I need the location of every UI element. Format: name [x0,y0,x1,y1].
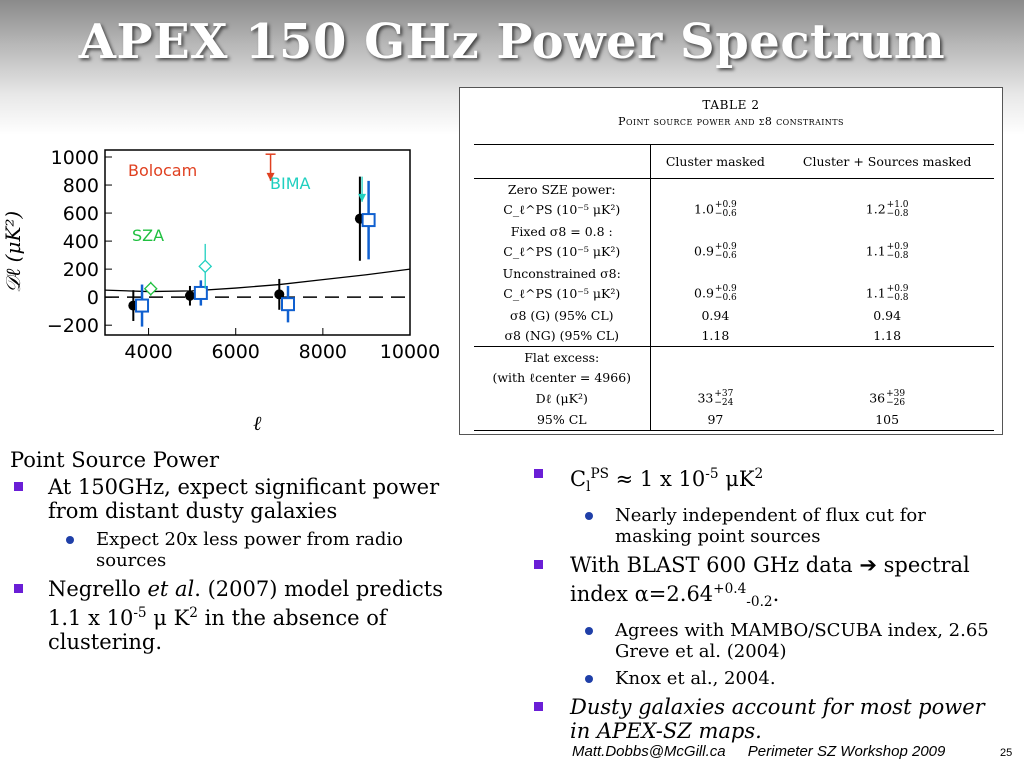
table-cell [650,263,780,284]
bullet-text [48,577,443,654]
sza-label: SZA [132,226,165,245]
row-label: Dℓ (μK²) [474,389,650,410]
cell-value: 1.2 [865,201,886,217]
square-bullet-icon [534,702,543,711]
bullet-item [10,475,470,523]
table-row [474,284,994,305]
row-label: C_ℓ^PS (10⁻⁵ μK²) [474,284,650,305]
table-cell [650,368,780,389]
bullet-text [570,553,970,611]
x-tick-label: 8000 [298,341,348,363]
round-bullet-icon [585,675,593,683]
row-label: (with ℓcenter = 4966) [474,368,650,389]
table-cell [650,284,780,305]
sub-bullet-text: Agrees with MAMBO/SCUBA index, 2.65 Greve et al. (2004) [615,620,989,663]
bullet-item [530,553,990,614]
table-cell [780,179,994,200]
cell-value: 33 [697,390,714,406]
text-run: in the absence of clustering. [48,606,387,654]
cell-value: 1.1 [865,243,886,259]
table-cell [780,200,994,221]
y-tick-label: 200 [62,259,99,282]
table-2-image [459,87,1003,435]
round-bullet-icon [585,512,593,520]
sza-point [145,283,157,295]
superscript: +0.4 [713,581,747,598]
table-row [474,263,994,284]
table-cell [780,263,994,284]
text-run: μ K [146,606,190,630]
table-cell [780,221,994,242]
y-tick-label: 1000 [50,147,99,170]
cell-error-bounds: +37 −24 [714,389,734,408]
right-column [530,462,990,749]
row-label: C_ℓ^PS (10⁻⁵ μK²) [474,200,650,221]
table-row [474,221,994,242]
bullet-text [570,466,764,496]
plot-svg [0,138,455,443]
table-cell [780,242,994,263]
table-cell: 105 [780,410,994,431]
table-row [474,179,994,200]
table-row [474,368,994,389]
bullet-item [530,462,990,499]
section-heading: Point Source Power [10,448,220,472]
bullet-text: Dusty galaxies account for most power in APEX-SZ maps. [570,695,985,744]
cell-error-bounds: +0.9 −0.6 [714,284,737,303]
table-row [474,410,994,431]
sub-bullet-text: Knox et al., 2004. [615,668,776,690]
row-label: Zero SZE power: [474,179,650,200]
cell-error-bounds: +39 −26 [886,389,906,408]
y-tick-label: 400 [62,231,99,254]
row-label: Unconstrained σ8: [474,263,650,284]
cell-value: 1.0 [694,201,714,217]
row-label: 95% CL [474,410,650,431]
superscript: 2 [754,466,764,482]
cell-error-bounds: +0.9 −0.8 [886,284,909,303]
round-bullet-icon [66,536,74,544]
x-tick-label: 4000 [124,341,173,363]
table-cell [650,242,780,263]
subscript: -0.2 [746,594,773,611]
cell-value: 1.1 [865,285,886,301]
bullet-item [530,695,990,743]
row-label: Flat excess: [474,347,650,368]
apex-blue-point [282,298,294,310]
apex-black-point [185,291,195,301]
bolocam-label: Bolocam [128,161,198,180]
page-number: 25 [1000,747,1013,759]
table-cell [650,347,780,368]
table-cell [650,200,780,221]
table-row [474,305,994,326]
plot-ticks [47,147,440,363]
table-cell: 97 [650,410,780,431]
constraints-table [474,144,994,431]
cell-error-bounds: +1.0 −0.8 [886,200,909,219]
bullet-item [10,577,470,654]
superscript: 2 [189,605,198,621]
square-bullet-icon [534,560,543,569]
text-run: μK [718,467,755,491]
table-cell [650,221,780,242]
x-tick-label: 6000 [211,341,260,363]
y-tick-label: 0 [86,287,99,310]
sub-bullet-item [530,668,990,689]
table-cell [780,389,994,410]
table-row [474,242,994,263]
subscript: l [586,479,591,496]
sub-bullet-text: Nearly independent of flux cut for masking point sources [615,505,926,548]
footer-email: Matt.Dobbs@McGill.ca [572,743,726,760]
bima-label: BIMA [270,174,311,193]
header-blank [474,145,650,179]
apex-blue-point [136,300,148,312]
apex-blue-point [363,214,375,226]
footer [572,743,963,760]
row-label: Fixed σ8 = 0.8 : [474,221,650,242]
round-bullet-icon [585,627,593,635]
text-run-italic: et al [147,577,195,601]
table-cell: 0.94 [873,307,902,323]
cell-error-bounds: +0.9 −0.8 [886,242,909,261]
superscript: -5 [705,466,719,482]
bima-point [199,260,211,272]
square-bullet-icon [14,584,23,593]
cell-error-bounds: +0.9 −0.6 [714,200,737,219]
table-cell: 1.18 [701,328,730,344]
table-row [474,326,994,347]
table-cell: 1.18 [873,328,902,344]
table-cell [780,284,994,305]
sub-bullet-item [530,620,990,662]
row-label: C_ℓ^PS (10⁻⁵ μK²) [474,242,650,263]
table-cell [650,179,780,200]
cell-value: 0.9 [694,243,714,259]
table-cell [780,368,994,389]
row-label: σ8 (G) (95% CL) [474,305,650,326]
table-row [474,389,994,410]
bullet-text: At 150GHz, expect significant power from distant dusty galaxies [48,475,440,523]
table-row [474,200,994,221]
header-cluster-sources-masked: Cluster + Sources masked [780,145,994,179]
y-tick-label: 800 [62,175,99,198]
header-cluster-masked: Cluster masked [650,145,780,179]
y-tick-label: 600 [62,203,99,226]
footer-event: Perimeter SZ Workshop 2009 [747,743,946,760]
table-row [474,347,994,368]
text-run: . (2007) model predicts 1.1 x 10 [48,577,443,630]
text-run: Negrello [48,577,148,601]
cell-value: 36 [869,390,886,406]
x-tick-label: 10000 [379,341,441,363]
text-run: . [772,582,780,607]
apex-blue-point [195,287,207,299]
sub-bullet-item [530,505,990,547]
table-cell: 0.94 [701,307,730,323]
text-run: With BLAST 600 GHz data ➔ spectral index α=2.64 [570,553,970,607]
slide-title: APEX 150 GHz Power Spectrum [78,14,946,70]
superscript: PS [590,466,609,482]
table-cell [780,347,994,368]
sub-bullet-text: Expect 20x less power from radio sources [96,529,403,571]
text-run: C [570,467,587,491]
power-spectrum-plot [0,138,455,443]
row-label: σ8 (NG) (95% CL) [474,326,650,347]
x-axis-label: ℓ [253,411,262,435]
table-cell [650,389,780,410]
cell-error-bounds: +0.9 −0.6 [714,242,737,261]
table-title: TABLE 2 [702,98,760,112]
text-run: ≈ 1 x 10 [608,467,706,491]
cell-value: 0.9 [694,285,714,301]
left-column [10,448,470,660]
y-axis-label: 𝒟ℓ (μK²) [1,210,25,293]
sub-bullet-item [10,529,470,571]
square-bullet-icon [14,482,23,491]
y-tick-label: −200 [46,315,99,338]
table-subtitle: Point source power and σ8 constraints [618,115,844,128]
square-bullet-icon [534,469,543,478]
superscript: -5 [133,605,147,621]
